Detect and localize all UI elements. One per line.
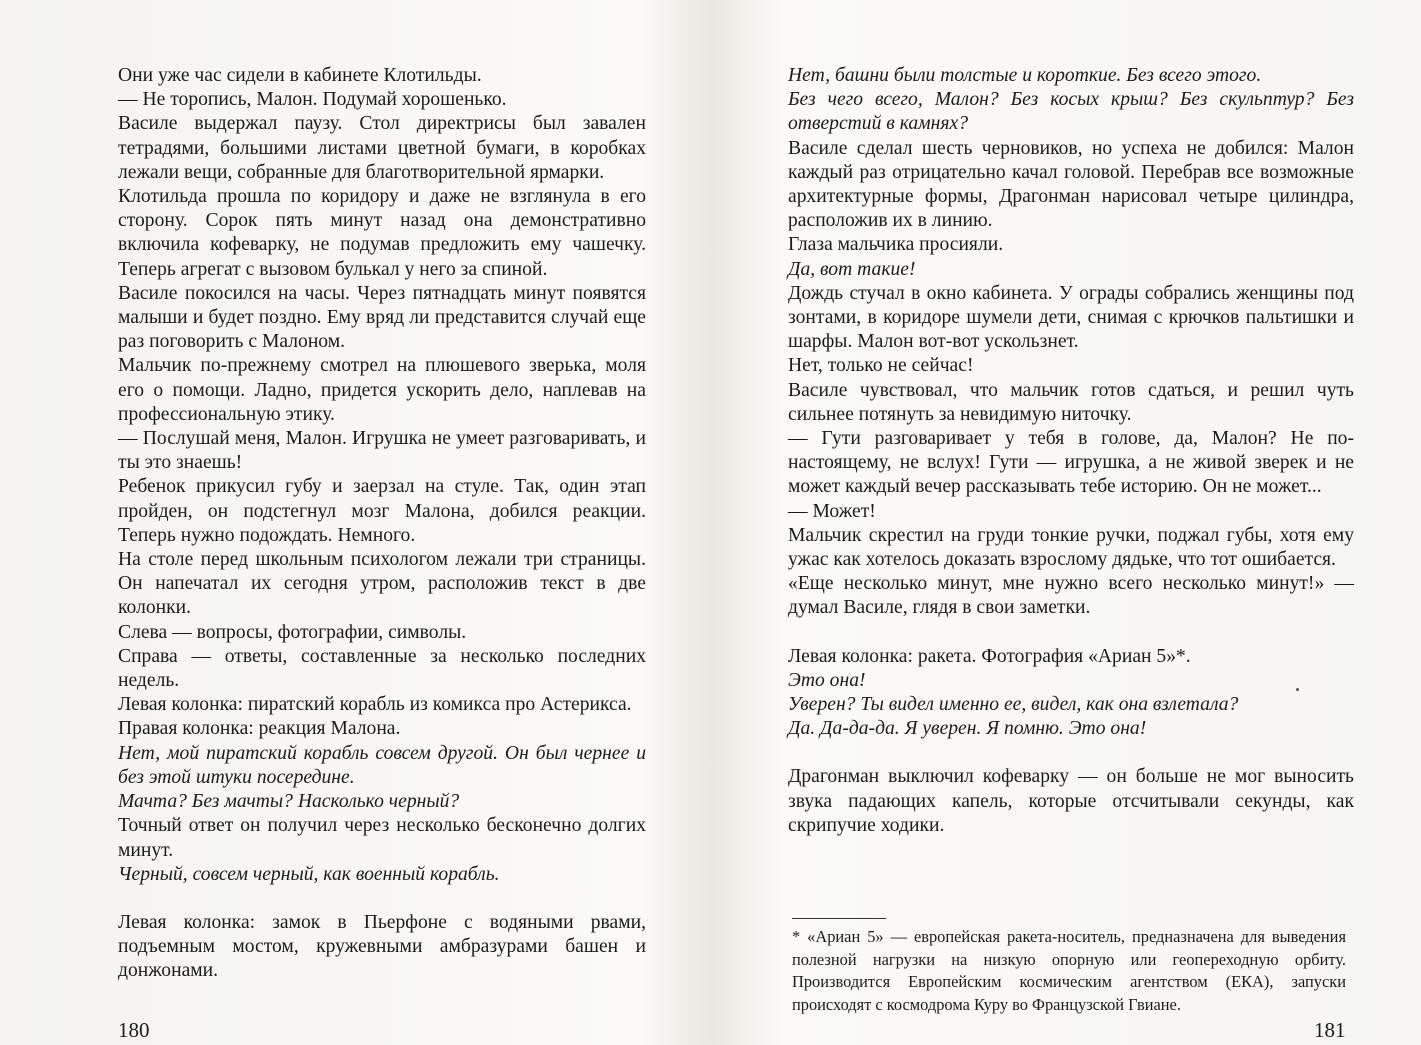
paragraph: Василе покосился на часы. Через пятнадцать минут появятся малыши и будет поздно. Ему вряд ли представится случай еще раз поговорить с Малоном. xyxy=(118,282,646,353)
paragraph: — Послушай меня, Малон. Игрушка не умеет разговаривать, и ты это знаешь! xyxy=(118,428,646,474)
paragraph: «Еще несколько минут, мне нужно всего несколько минут!» — думал Василе, глядя в свои заметки. xyxy=(788,573,1354,619)
footnote xyxy=(792,926,1346,1016)
paragraph-italic: Нет, мой пиратский корабль совсем другой. Он был чернее и без этой штуки посередине. xyxy=(118,742,646,788)
paragraph: Клотильда прошла по коридору и даже не взглянула в его сторону. Сорок пять минут назад она демонстративно включила кофеварку, не подумав предложить ему чашечку. Теперь агрегат с вызовом булькал у него за спиной. xyxy=(118,186,646,280)
paragraph: — Не торопись, Малон. Подумай хорошенько. xyxy=(118,89,507,111)
right-page xyxy=(710,0,1421,1045)
paragraph: Ребенок прикусил губу и заерзал на стуле. Так, один этап пройден, он подстегнул мозг Малона, добился реакции. Теперь нужно подождать. Немного. xyxy=(118,476,646,546)
paragraph: Василе чувствовал, что мальчик готов сдаться, и решил чуть сильнее потянуть за невидимую ниточку. xyxy=(788,379,1354,425)
paragraph: Левая колонка: замок в Пьерфоне с водяными рвами, подъемным мостом, кружевными амбразурами башен и донжонами. xyxy=(118,911,646,982)
paper-speck xyxy=(1296,688,1299,691)
paragraph: — Может! xyxy=(788,500,876,522)
paragraph-gap xyxy=(788,621,1354,645)
paragraph: Правая колонка: реакция Малона. xyxy=(118,718,401,740)
paragraph-gap xyxy=(118,887,646,911)
paragraph: Мальчик скрестил на груди тонкие ручки, поджал губы, хотя ему ужас как хотелось доказать взрослому дядьке, что тот ошибается. xyxy=(788,524,1354,571)
paragraph-italic: Да, вот такие! xyxy=(788,258,916,280)
paragraph: Нет, только не сейчас! xyxy=(788,355,974,377)
paragraph: Глаза мальчика просияли. xyxy=(788,234,1004,256)
paragraph: Слева — вопросы, фотографии, символы. xyxy=(118,621,467,643)
paragraph-italic: Черный, совсем черный, как военный корабль. xyxy=(118,863,500,885)
paragraph: Василе сделал шесть черновиков, но успеха не добился: Малон каждый раз отрицательно качал головой. Перебрав все возможные архитектурные формы, Драгонман нарисовал четыре цилиндра, расположив их в линию. xyxy=(788,137,1354,232)
paragraph-italic: Это она! xyxy=(788,669,866,691)
left-page xyxy=(0,0,710,1045)
paragraph-italic: Нет, башни были толстые и короткие. Без всего этого. xyxy=(788,65,1262,86)
paragraph: На столе перед школьным психологом лежали три страницы. Он напечатал их сегодня утром, расположив текст в две колонки. xyxy=(118,549,646,619)
paragraph-italic: Да. Да-да-да. Я уверен. Я помню. Это она! xyxy=(788,718,1147,740)
paragraph: Справа — ответы, составленные за несколько последних недель. xyxy=(118,645,646,692)
paragraph: Драгонман выключил кофеварку — он больше не мог выносить звука падающих капель, которые отсчитывали секунды, как скрипучие ходики. xyxy=(788,766,1354,836)
right-page-text xyxy=(788,64,1354,838)
page-number-left: 180 xyxy=(118,1018,150,1042)
left-page-text xyxy=(118,64,646,984)
footnote-text: * «Ариан 5» — европейская ракета-носитель, предназначена для выведения полезной нагрузки на низкую опорную или геопереходную орбиту. Производится Европейским космическим агентством (ЕКА), запуски происходят с космодрома Куру во Французской Гвиане. xyxy=(792,927,1346,1014)
page-number-right: 181 xyxy=(1314,1018,1346,1042)
paragraph: Мальчик по-прежнему смотрел на плюшевого зверька, моля его о помощи. Ладно, придется ускорить дело, наплевав на профессиональную этику. xyxy=(118,355,646,425)
paragraph-italic: Без чего всего, Малон? Без косых крыш? Без скульптур? Без отверстий в камнях? xyxy=(788,89,1354,135)
paragraph: Они уже час сидели в кабинете Клотильды. xyxy=(118,65,482,86)
paragraph-gap xyxy=(788,741,1354,765)
paragraph: Василе выдержал паузу. Стол директрисы был завален тетрадями, большими листами цветной бумаги, в коробках лежали вещи, собранные для благотворительной ярмарки. xyxy=(118,113,646,183)
paragraph: Точный ответ он получил через несколько бесконечно долгих минут. xyxy=(118,815,646,861)
paragraph: — Гути разговаривает у тебя в голове, да, Малон? Не по-настоящему, не вслух! Гути — игрушка, а не живой зверек и не может каждый вечер рассказывать тебе историю. Он не может... xyxy=(788,428,1354,498)
paragraph: Левая колонка: ракета. Фотография «Ариан 5»*. xyxy=(788,645,1191,667)
footnote-divider xyxy=(792,918,886,919)
paragraph: Дождь стучал в окно кабинета. У ограды собрались женщины под зонтами, в коридоре шумели дети, снимая с крючков пальтишки и шарфы. Малон вот-вот ускользнет. xyxy=(788,282,1354,353)
paragraph-italic: Уверен? Ты видел именно ее, видел, как она взлетала? xyxy=(788,694,1239,716)
paragraph-italic: Мачта? Без мачты? Насколько черный? xyxy=(118,791,460,813)
paragraph: Левая колонка: пиратский корабль из комикса про Астерикса. xyxy=(118,694,632,716)
